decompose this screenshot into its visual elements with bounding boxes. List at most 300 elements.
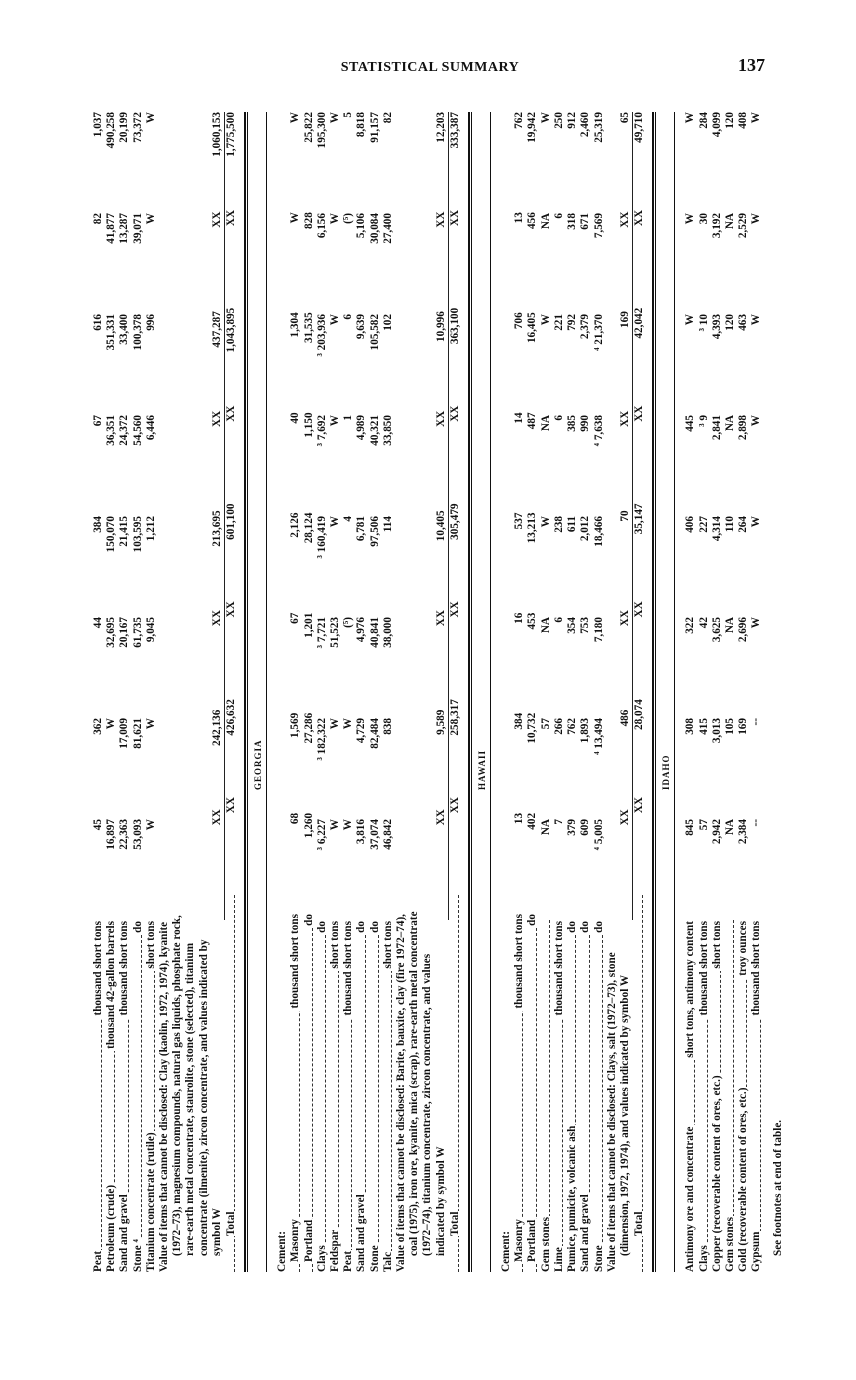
table-row-total — [633, 112, 646, 1272]
total-text: Total — [448, 1211, 461, 1236]
value-cell: ³ 182,322 — [315, 718, 328, 761]
value-cell: 105,582 — [368, 314, 381, 351]
table-row-other-items — [158, 112, 224, 1272]
value-cell: 100,378 — [131, 314, 144, 351]
value-cell: ³ 10 — [697, 314, 710, 332]
row-label — [513, 913, 526, 1272]
value-cell: 213,695 — [210, 510, 223, 547]
commodity-name: Lime — [552, 1247, 565, 1272]
commodity-name: Portland — [302, 1219, 315, 1262]
value-cell: 762 — [513, 112, 526, 129]
commodity-name: Feldspar — [329, 1229, 342, 1272]
leader-dots — [391, 920, 392, 1272]
value-cell: W — [684, 112, 697, 124]
value-cell: 609 — [579, 819, 592, 836]
value-cell: XX — [210, 610, 223, 627]
table-row — [553, 112, 566, 1272]
value-cell: 105 — [723, 718, 736, 735]
unit-label: short tons — [144, 921, 157, 969]
row-label — [355, 920, 368, 1272]
value-cell: 351,331 — [105, 314, 118, 351]
value-cell: 10,996 — [434, 311, 447, 342]
table-row — [132, 112, 145, 1272]
value-cell: 82 — [92, 213, 104, 225]
value-cell: 305,479 — [448, 503, 461, 540]
value-cell: 2,898 — [737, 415, 750, 441]
value-cell: W — [750, 112, 763, 124]
value-cell: 1,212 — [144, 516, 157, 542]
value-cell: W — [539, 112, 552, 124]
state-divider — [468, 112, 490, 1272]
value-cell: XX — [225, 601, 238, 618]
value-cell: 24,372 — [118, 415, 131, 446]
commodity-name: Gypsum — [750, 1231, 763, 1272]
table-row — [750, 112, 763, 1272]
value-cell: 25,822 — [302, 112, 315, 143]
value-cell: -- — [750, 819, 763, 827]
leader-dots — [338, 920, 339, 1272]
value-cell: 7 — [552, 819, 565, 825]
value-cell: 8,818 — [355, 112, 368, 138]
value-cell: 31,535 — [302, 312, 315, 344]
commodity-name: Masonry — [513, 1219, 526, 1262]
value-cell: 4,976 — [355, 617, 368, 643]
table-row — [105, 112, 118, 1272]
value-cell: 51,523 — [329, 617, 342, 648]
value-cell: 2,126 — [289, 512, 302, 538]
row-label — [105, 920, 118, 1272]
leader-dots — [602, 920, 603, 1272]
commodity-name: Gem stones — [723, 1217, 736, 1272]
value-cell: 3,816 — [355, 819, 368, 845]
value-cell: XX — [210, 410, 223, 427]
value-cell: 28,074 — [633, 699, 646, 730]
value-cell: 1,893 — [579, 718, 592, 744]
value-cell: W — [329, 718, 342, 730]
value-cell: W — [329, 314, 342, 326]
value-cell: W — [329, 819, 342, 831]
value-cell: 19,942 — [526, 112, 539, 143]
value-cell: 54,560 — [131, 415, 144, 446]
row-label — [132, 920, 145, 1272]
value-cell: 266 — [552, 718, 565, 735]
value-cell: 4,729 — [355, 718, 368, 744]
value-cell: 308 — [684, 718, 697, 735]
value-cell: 53,093 — [131, 819, 144, 850]
value-cell: 28,124 — [302, 512, 315, 544]
value-cell: 97,506 — [368, 516, 381, 547]
total-label — [225, 895, 238, 1272]
commodity-name: Sand and gravel — [118, 1194, 131, 1272]
value-cell: W — [750, 213, 763, 225]
table-row — [316, 112, 329, 1272]
value-cell: 463 — [737, 314, 750, 331]
value-cell: W — [539, 314, 552, 326]
unit-label: thousand short tons — [697, 921, 710, 1016]
value-cell: 4,393 — [710, 314, 723, 340]
value-cell: 845 — [684, 819, 697, 836]
value-cell: 46,842 — [381, 819, 394, 850]
value-cell: NA — [723, 819, 736, 836]
value-cell: XX — [633, 209, 646, 227]
value-cell: XX — [618, 610, 631, 627]
value-cell: 912 — [566, 112, 579, 129]
value-cell: 6 — [552, 213, 565, 219]
value-cell: 385 — [566, 415, 579, 432]
value-cell: 6,156 — [315, 213, 328, 239]
value-cell: ³ 6,227 — [315, 819, 328, 851]
value-cell: 16 — [513, 612, 526, 624]
table-row — [276, 112, 289, 1272]
value-cell: 32,695 — [105, 617, 118, 648]
value-cell: 1 — [342, 415, 355, 421]
unit-label: do — [368, 921, 381, 933]
value-cell: 25,319 — [592, 112, 605, 143]
value-cell: 250 — [552, 112, 565, 129]
value-cell: W — [342, 819, 355, 831]
row-label — [276, 920, 289, 1272]
value-cell: NA — [539, 617, 552, 634]
value-cell: 486 — [618, 709, 631, 727]
value-cell: 1,775,500 — [225, 112, 238, 157]
value-cell: 16,405 — [526, 312, 539, 344]
state-divider — [244, 112, 266, 1272]
value-cell: 21,415 — [118, 516, 131, 547]
value-cell: 13,213 — [526, 512, 539, 544]
value-cell: NA — [723, 213, 736, 230]
leader-dots — [141, 920, 142, 1272]
value-cell: 169 — [618, 311, 631, 328]
value-cell: 120 — [723, 314, 736, 331]
rule-line — [468, 112, 470, 1272]
value-cell: 221 — [552, 314, 565, 331]
value-cell: XX — [434, 610, 447, 627]
value-cell: 110 — [723, 516, 736, 533]
value-cell: 4 — [342, 516, 355, 522]
value-cell: 402 — [526, 812, 539, 830]
value-cell: W — [289, 212, 302, 224]
value-cell: W — [750, 516, 763, 528]
state-name: IDAHO — [661, 754, 672, 790]
value-cell: 537 — [513, 512, 526, 530]
commodity-name: Petroleum (crude) — [105, 1184, 118, 1272]
table-row — [145, 112, 158, 1272]
table-row — [526, 112, 539, 1272]
value-cell: W — [329, 415, 342, 427]
value-cell: 9,589 — [434, 709, 447, 735]
table-row — [382, 112, 395, 1272]
commodity-name: Sand and gravel — [579, 1194, 592, 1272]
row-label — [540, 920, 553, 1272]
value-cell: XX — [448, 209, 461, 227]
unit-label: thousand short tons — [92, 921, 104, 1016]
value-cell: 114 — [381, 516, 394, 533]
table-row — [369, 112, 382, 1272]
value-cell: ⁴ 7,638 — [592, 415, 605, 447]
unit-label: thousand short tons — [342, 921, 355, 1016]
value-cell: 408 — [737, 112, 750, 129]
running-header-title: STATISTICAL SUMMARY — [340, 60, 520, 75]
row-label — [329, 920, 342, 1272]
value-cell: 6,781 — [355, 516, 368, 542]
value-cell: XX — [225, 209, 238, 227]
table-row — [342, 112, 355, 1272]
table-row — [579, 112, 592, 1272]
value-cell: 2,696 — [737, 617, 750, 643]
value-cell: 57 — [697, 819, 710, 831]
value-cell: XX — [633, 797, 646, 814]
value-cell: 4,314 — [710, 516, 723, 542]
value-cell: 671 — [579, 213, 592, 230]
row-label — [724, 920, 737, 1272]
value-cell: W — [750, 314, 763, 326]
unit-label: short tons — [381, 921, 394, 969]
value-cell: 333,387 — [448, 112, 461, 149]
value-cell: 6 — [342, 314, 355, 320]
value-cell: ³ 9 — [697, 415, 710, 427]
table-row-total — [225, 112, 238, 1272]
rule-line — [266, 112, 267, 1272]
commodity-name: Stone — [592, 1245, 605, 1272]
unit-label: short tons, antimony content — [684, 921, 697, 1058]
value-cell: ⁴ 13,494 — [592, 718, 605, 755]
unit-label: short tons — [329, 921, 342, 969]
commodity-name: Peat — [92, 1250, 104, 1272]
commodity-name: Gold (recoverable content of ores, etc.) — [737, 1087, 750, 1272]
rule-line — [655, 112, 656, 1272]
table-row — [724, 112, 737, 1272]
unit-label: do — [315, 921, 328, 933]
value-cell: XX — [618, 809, 631, 826]
row-label — [737, 920, 750, 1272]
value-cell: 1,150 — [302, 412, 315, 438]
commodity-name: Cement: — [276, 1230, 289, 1272]
value-cell: 6 — [552, 617, 565, 623]
value-cell: 49,710 — [633, 112, 646, 143]
value-cell: XX — [448, 797, 461, 814]
value-cell: 150,070 — [105, 516, 118, 553]
value-cell: XX — [448, 405, 461, 422]
value-cell: -- — [750, 718, 763, 726]
row-label — [579, 920, 592, 1272]
commodity-name: Portland — [526, 1219, 539, 1262]
value-cell: W — [342, 718, 355, 730]
statistical-table — [92, 111, 784, 1272]
unit-label: thousand 42-gallon barrels — [105, 921, 118, 1049]
row-label — [342, 920, 355, 1272]
commodity-name: Clays — [697, 1245, 710, 1272]
value-cell: XX — [633, 601, 646, 618]
row-label — [500, 920, 513, 1272]
row-label — [711, 920, 724, 1272]
value-cell: 68 — [289, 812, 302, 825]
value-cell: 1,304 — [289, 312, 302, 338]
value-cell: 70 — [618, 510, 631, 522]
value-cell: 13,287 — [118, 213, 131, 244]
value-cell: ³ 160,419 — [315, 516, 328, 559]
row-label — [382, 920, 395, 1272]
value-cell: 30,084 — [368, 213, 381, 244]
value-cell: 13 — [513, 812, 526, 825]
value-cell: 35,147 — [633, 503, 646, 535]
value-cell: 40,841 — [368, 617, 381, 648]
value-cell: XX — [434, 809, 447, 826]
value-cell: 5,106 — [355, 213, 368, 239]
value-cell: 1,201 — [302, 612, 315, 638]
value-cell: 762 — [566, 718, 579, 735]
value-cell: NA — [539, 213, 552, 230]
rule-line — [490, 112, 491, 1272]
value-cell: W — [144, 112, 157, 124]
table-row — [303, 112, 316, 1272]
value-cell: 2,460 — [579, 112, 592, 138]
value-cell: 22,363 — [118, 819, 131, 850]
value-cell: 41,877 — [105, 213, 118, 244]
value-cell: XX — [225, 405, 238, 422]
unit-label: thousand short tons — [552, 921, 565, 1016]
unit-label: thousand short tons — [118, 921, 131, 1016]
total-text: Total — [225, 1211, 238, 1236]
row-label — [92, 920, 105, 1272]
value-cell: W — [684, 314, 697, 326]
value-cell: 14 — [513, 412, 526, 424]
value-cell: 6,446 — [144, 415, 157, 441]
other-items-label: Value of items that cannot be disclosed: Clay (kaolin, 1972, 1974), kyanite (1972–73), magnesium compounds, natural gas liquids, phosphate rock, rare-earth metal concentrate, staurolite, stone (selected), titanium concentrate (ilmenite), zircon concentrate, and values indicated by symbol W — [158, 915, 223, 1272]
value-cell: XX — [448, 601, 461, 618]
value-cell: 379 — [566, 819, 579, 836]
value-cell: 318 — [566, 213, 579, 230]
leader-dots — [325, 920, 326, 1272]
value-cell: 996 — [144, 314, 157, 331]
value-cell: XX — [633, 405, 646, 422]
unit-label: do — [355, 921, 368, 933]
total-label — [449, 895, 462, 1272]
value-cell: 195,300 — [315, 112, 328, 149]
value-cell: 20,199 — [118, 112, 131, 143]
value-cell: 10,405 — [434, 510, 447, 542]
value-cell: 426,632 — [225, 699, 238, 736]
other-items-label: Value of items that cannot be disclosed: Barite, bauxite, clay (fire 1972–74), coal (1975), iron ore, kyanite, mica (scrap), rare-earth metal concentrate (1972–74), titanium concentrate, zircon concentrate, and values indicated by symbol W — [395, 911, 447, 1272]
value-cell: 601,100 — [225, 503, 238, 540]
value-cell: 9,045 — [144, 617, 157, 643]
row-label — [118, 920, 131, 1272]
table-row — [566, 112, 579, 1272]
commodity-name: Pumice, pumicite, volcanic ash — [566, 1125, 579, 1272]
table-row — [711, 112, 724, 1272]
value-cell: W — [684, 213, 697, 225]
value-cell: W — [750, 617, 763, 629]
value-cell: 1,060,153 — [210, 111, 223, 157]
value-cell: 4,099 — [710, 112, 723, 138]
value-cell: W — [329, 112, 342, 124]
state-divider — [652, 112, 674, 1272]
table-row — [500, 112, 513, 1272]
value-cell: 227 — [697, 516, 710, 533]
value-cell: W — [539, 516, 552, 528]
value-cell: ³ 203,936 — [315, 314, 328, 357]
row-label — [684, 920, 697, 1272]
commodity-name: Peat — [342, 1250, 355, 1272]
value-cell: 33,850 — [381, 415, 394, 446]
value-cell: 1,043,895 — [225, 307, 238, 353]
value-cell: 616 — [92, 314, 104, 331]
value-cell: XX — [225, 797, 238, 814]
value-cell: 13 — [513, 212, 526, 224]
row-label — [145, 920, 158, 1272]
value-cell: XX — [210, 211, 223, 228]
value-cell: 5 — [342, 112, 355, 118]
value-cell: 44 — [92, 617, 104, 629]
row-label — [369, 920, 382, 1272]
table-row — [593, 112, 606, 1272]
rule-line — [471, 112, 472, 1272]
value-cell: XX — [618, 211, 631, 228]
value-cell: 4,989 — [355, 415, 368, 441]
value-cell: 40,321 — [368, 415, 381, 446]
state-name: HAWAII — [477, 749, 488, 790]
value-cell: W — [105, 718, 118, 730]
unit-label: do — [131, 921, 144, 933]
value-cell: 753 — [579, 617, 592, 634]
value-cell: (⁵) — [342, 213, 355, 224]
state-name: GEORGIA — [253, 739, 264, 790]
value-cell: 2,012 — [579, 516, 592, 542]
value-cell: 384 — [92, 516, 104, 533]
value-cell: 838 — [381, 718, 394, 735]
table-row — [329, 112, 342, 1272]
unit-label: thousand short tons — [750, 921, 763, 1016]
value-cell: 81,621 — [131, 718, 144, 749]
row-label — [566, 920, 579, 1272]
row-label — [303, 913, 316, 1272]
value-cell: 384 — [513, 712, 526, 730]
value-cell: 363,100 — [448, 307, 461, 345]
unit-label: do — [302, 914, 315, 926]
value-cell: XX — [434, 410, 447, 427]
value-cell: W — [750, 415, 763, 427]
value-cell: 20,167 — [118, 617, 131, 648]
value-cell: 445 — [684, 415, 697, 432]
other-items-label: Value of items that cannot be disclosed: Clays, salt (1972–73), stone (dimension, 1972, 1974), and values indicated by symbol W — [605, 952, 631, 1272]
value-cell: 73,372 — [131, 112, 144, 143]
rule-line — [247, 112, 248, 1272]
value-cell: 18,466 — [592, 516, 605, 547]
value-cell: W — [144, 213, 157, 225]
value-cell: 7,569 — [592, 213, 605, 239]
value-cell: 38,000 — [381, 617, 394, 648]
value-cell: ⁴ 5,005 — [592, 819, 605, 851]
value-cell: 82 — [381, 112, 394, 124]
value-cell: 57 — [539, 718, 552, 730]
value-cell: XX — [434, 211, 447, 228]
value-cell: 322 — [684, 617, 697, 634]
commodity-name: Talc — [381, 1251, 394, 1272]
table-row — [698, 112, 711, 1272]
value-cell: 27,400 — [381, 213, 394, 244]
value-cell: 2,379 — [579, 314, 592, 340]
row-label — [526, 913, 539, 1272]
value-cell: W — [329, 516, 342, 528]
value-cell: ³ 7,721 — [315, 617, 328, 649]
unit-label: do — [592, 921, 605, 933]
value-cell: 1,569 — [289, 712, 302, 738]
table-row — [289, 112, 302, 1272]
value-cell: 792 — [566, 314, 579, 331]
value-cell: (⁵) — [342, 617, 355, 628]
value-cell: 16,897 — [105, 819, 118, 850]
value-cell: 36,351 — [105, 415, 118, 446]
value-cell: 437,287 — [210, 311, 223, 348]
